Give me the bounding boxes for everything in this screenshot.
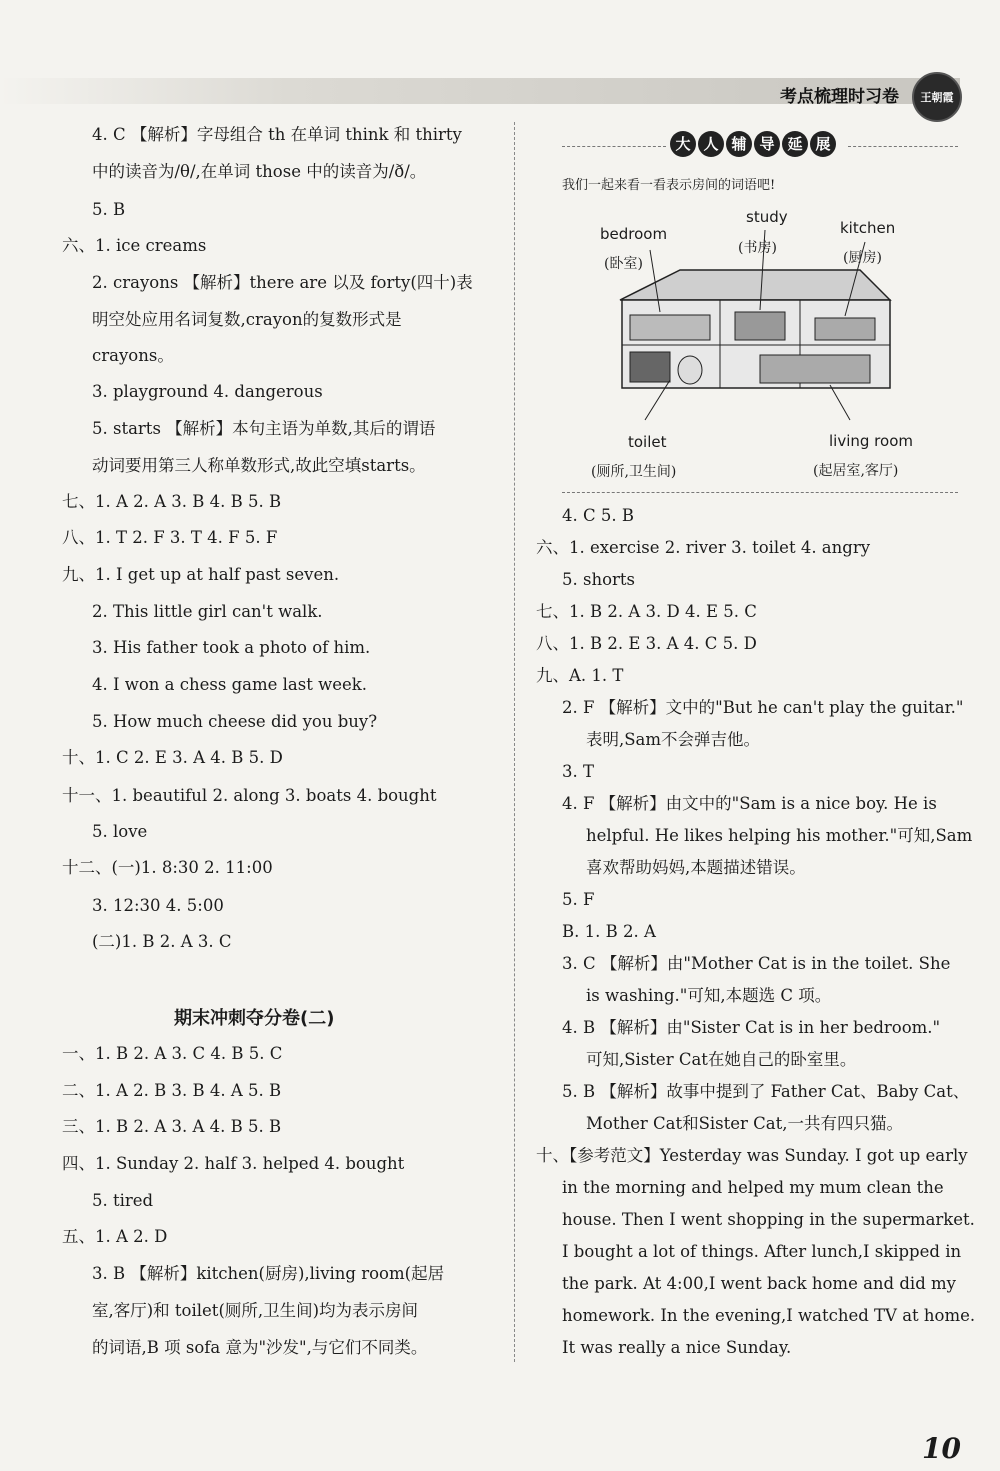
right-answer-line: 喜欢帮助妈妈,本题描述错误。 xyxy=(586,858,806,877)
tip-heading-char: 导 xyxy=(754,131,780,157)
right-answer-line: helpful. He likes helping his mother."可知,Sam xyxy=(586,826,973,845)
left-answer-line: 4. I won a chess game last week. xyxy=(92,675,367,694)
left-answer-line: 一、1. B 2. A 3. C 4. B 5. C xyxy=(62,1044,283,1063)
left-answer-line: 八、1. T 2. F 3. T 4. F 5. F xyxy=(62,528,278,547)
room-label-cn: (书房) xyxy=(738,240,777,256)
left-answer-line: 四、1. Sunday 2. half 3. helped 4. bought xyxy=(62,1154,405,1173)
tip-heading-char: 人 xyxy=(698,131,724,157)
tip-divider-right xyxy=(848,146,958,147)
left-answer-line: 3. 12:30 4. 5:00 xyxy=(92,896,224,915)
tip-bottom-divider xyxy=(562,492,958,493)
left-answer-line: 十一、1. beautiful 2. along 3. boats 4. bought xyxy=(62,786,437,805)
left-answer-line: 六、1. ice creams xyxy=(62,236,207,255)
right-answer-line: in the morning and helped my mum clean the xyxy=(562,1178,944,1197)
right-answer-line: house. Then I went shopping in the supermarket. xyxy=(562,1210,975,1229)
right-answer-line: It was really a nice Sunday. xyxy=(562,1338,792,1357)
left-answer-line: 九、1. I get up at half past seven. xyxy=(62,565,340,584)
right-answer-line: 十、【参考范文】Yesterday was Sunday. I got up early xyxy=(536,1146,968,1165)
tip-divider-left xyxy=(562,146,666,147)
right-answer-line: 九、A. 1. T xyxy=(536,666,624,685)
logo-text: 王朝霞 xyxy=(920,91,954,104)
right-answer-line: the park. At 4:00,I went back home and did my xyxy=(562,1274,956,1293)
right-answer-line: 5. shorts xyxy=(562,570,636,589)
left-answer-line: 七、1. A 2. A 3. B 4. B 5. B xyxy=(62,492,282,511)
left-answer-line: 十二、(一)1. 8:30 2. 11:00 xyxy=(62,858,273,877)
left-answer-line: 3. B 【解析】kitchen(厨房),living room(起居 xyxy=(92,1264,445,1283)
left-answer-line: 三、1. B 2. A 3. A 4. B 5. B xyxy=(62,1117,282,1136)
right-answer-line: B. 1. B 2. A xyxy=(562,922,656,941)
left-answer-line: 明空处应用名词复数,crayon的复数形式是 xyxy=(92,310,402,329)
right-answer-line: 七、1. B 2. A 3. D 4. E 5. C xyxy=(536,602,757,621)
left-answer-line: 5. How much cheese did you buy? xyxy=(92,712,378,731)
left-answer-line: 室,客厅)和 toilet(厕所,卫生间)均为表示房间 xyxy=(92,1301,419,1320)
room-label-cn: (卧室) xyxy=(604,256,643,272)
right-answer-line: 4. F 【解析】由文中的"Sam is a nice boy. He is xyxy=(562,794,937,813)
room-label-en: kitchen xyxy=(840,219,896,237)
tip-heading-char: 展 xyxy=(810,131,836,157)
section-title: 期末冲刺夺分卷(二) xyxy=(174,1008,335,1029)
right-answer-line: homework. In the evening,I watched TV at home. xyxy=(562,1306,976,1325)
left-answer-line: 二、1. A 2. B 3. B 4. A 5. B xyxy=(62,1081,282,1100)
left-answer-line: 3. His father took a photo of him. xyxy=(92,638,371,657)
left-answer-line: 5. B xyxy=(92,200,126,219)
header-title: 考点梳理时习卷 xyxy=(780,87,899,107)
left-answer-line: 2. crayons 【解析】there are 以及 forty(四十)表 xyxy=(92,273,473,292)
right-answer-line: 4. C 5. B xyxy=(562,506,634,525)
tip-heading-char: 大 xyxy=(670,131,696,157)
right-answer-line: 表明,Sam不会弹吉他。 xyxy=(586,730,761,749)
left-answer-line: 5. starts 【解析】本句主语为单数,其后的谓语 xyxy=(92,419,436,438)
left-answer-line: 3. playground 4. dangerous xyxy=(92,382,323,401)
left-answer-line: 5. tired xyxy=(92,1191,154,1210)
room-label-cn: (厨房) xyxy=(843,250,882,266)
column-divider xyxy=(514,122,515,1362)
left-answer-line: (二)1. B 2. A 3. C xyxy=(92,932,232,951)
room-label-cn: (起居室,客厅) xyxy=(813,463,899,479)
left-answer-line: 的词语,B 项 sofa 意为"沙发",与它们不同类。 xyxy=(92,1338,428,1357)
left-answer-line: 十、1. C 2. E 3. A 4. B 5. D xyxy=(62,748,283,767)
left-answer-line: 中的读音为/θ/,在单词 those 中的读音为/ð/。 xyxy=(92,162,427,181)
right-answer-line: 可知,Sister Cat在她自己的卧室里。 xyxy=(586,1050,857,1069)
room-label-en: bedroom xyxy=(600,225,668,243)
right-answer-line: is washing."可知,本题选 C 项。 xyxy=(586,986,832,1005)
left-answer-line: crayons。 xyxy=(92,346,174,365)
right-answer-line: 5. F xyxy=(562,890,595,909)
right-answer-line: 六、1. exercise 2. river 3. toilet 4. angry xyxy=(536,538,871,557)
right-answer-line: 2. F 【解析】文中的"But he can't play the guitar." xyxy=(562,698,964,717)
right-answer-line: 5. B 【解析】故事中提到了 Father Cat、Baby Cat、 xyxy=(562,1082,970,1101)
right-answer-line: 八、1. B 2. E 3. A 4. C 5. D xyxy=(536,634,757,653)
room-label-cn: (厕所,卫生间) xyxy=(591,464,677,480)
tip-heading-char: 辅 xyxy=(726,131,752,157)
left-answer-line: 2. This little girl can't walk. xyxy=(92,602,323,621)
left-answer-line: 动词要用第三人称单数形式,故此空填starts。 xyxy=(92,456,426,475)
room-label-en: study xyxy=(746,208,788,226)
left-answer-line: 五、1. A 2. D xyxy=(62,1227,168,1246)
right-answer-line: 3. T xyxy=(562,762,594,781)
tip-intro: 我们一起来看一看表示房间的词语吧! xyxy=(562,178,776,193)
left-answer-line: 5. love xyxy=(92,822,148,841)
brand-logo xyxy=(912,72,962,122)
page-number: 10 xyxy=(922,1432,961,1465)
right-answer-line: I bought a lot of things. After lunch,I skipped in xyxy=(562,1242,962,1261)
room-label-en: toilet xyxy=(628,433,667,451)
right-answer-line: 4. B 【解析】由"Sister Cat is in her bedroom." xyxy=(562,1018,941,1037)
room-label-en: living room xyxy=(829,432,913,450)
right-answer-line: 3. C 【解析】由"Mother Cat is in the toilet. She xyxy=(562,954,951,973)
right-answer-line: Mother Cat和Sister Cat,一共有四只猫。 xyxy=(586,1114,903,1133)
tip-heading-char: 延 xyxy=(782,131,808,157)
left-answer-line: 4. C 【解析】字母组合 th 在单词 think 和 thirty xyxy=(92,125,462,144)
tip-heading xyxy=(670,131,836,159)
